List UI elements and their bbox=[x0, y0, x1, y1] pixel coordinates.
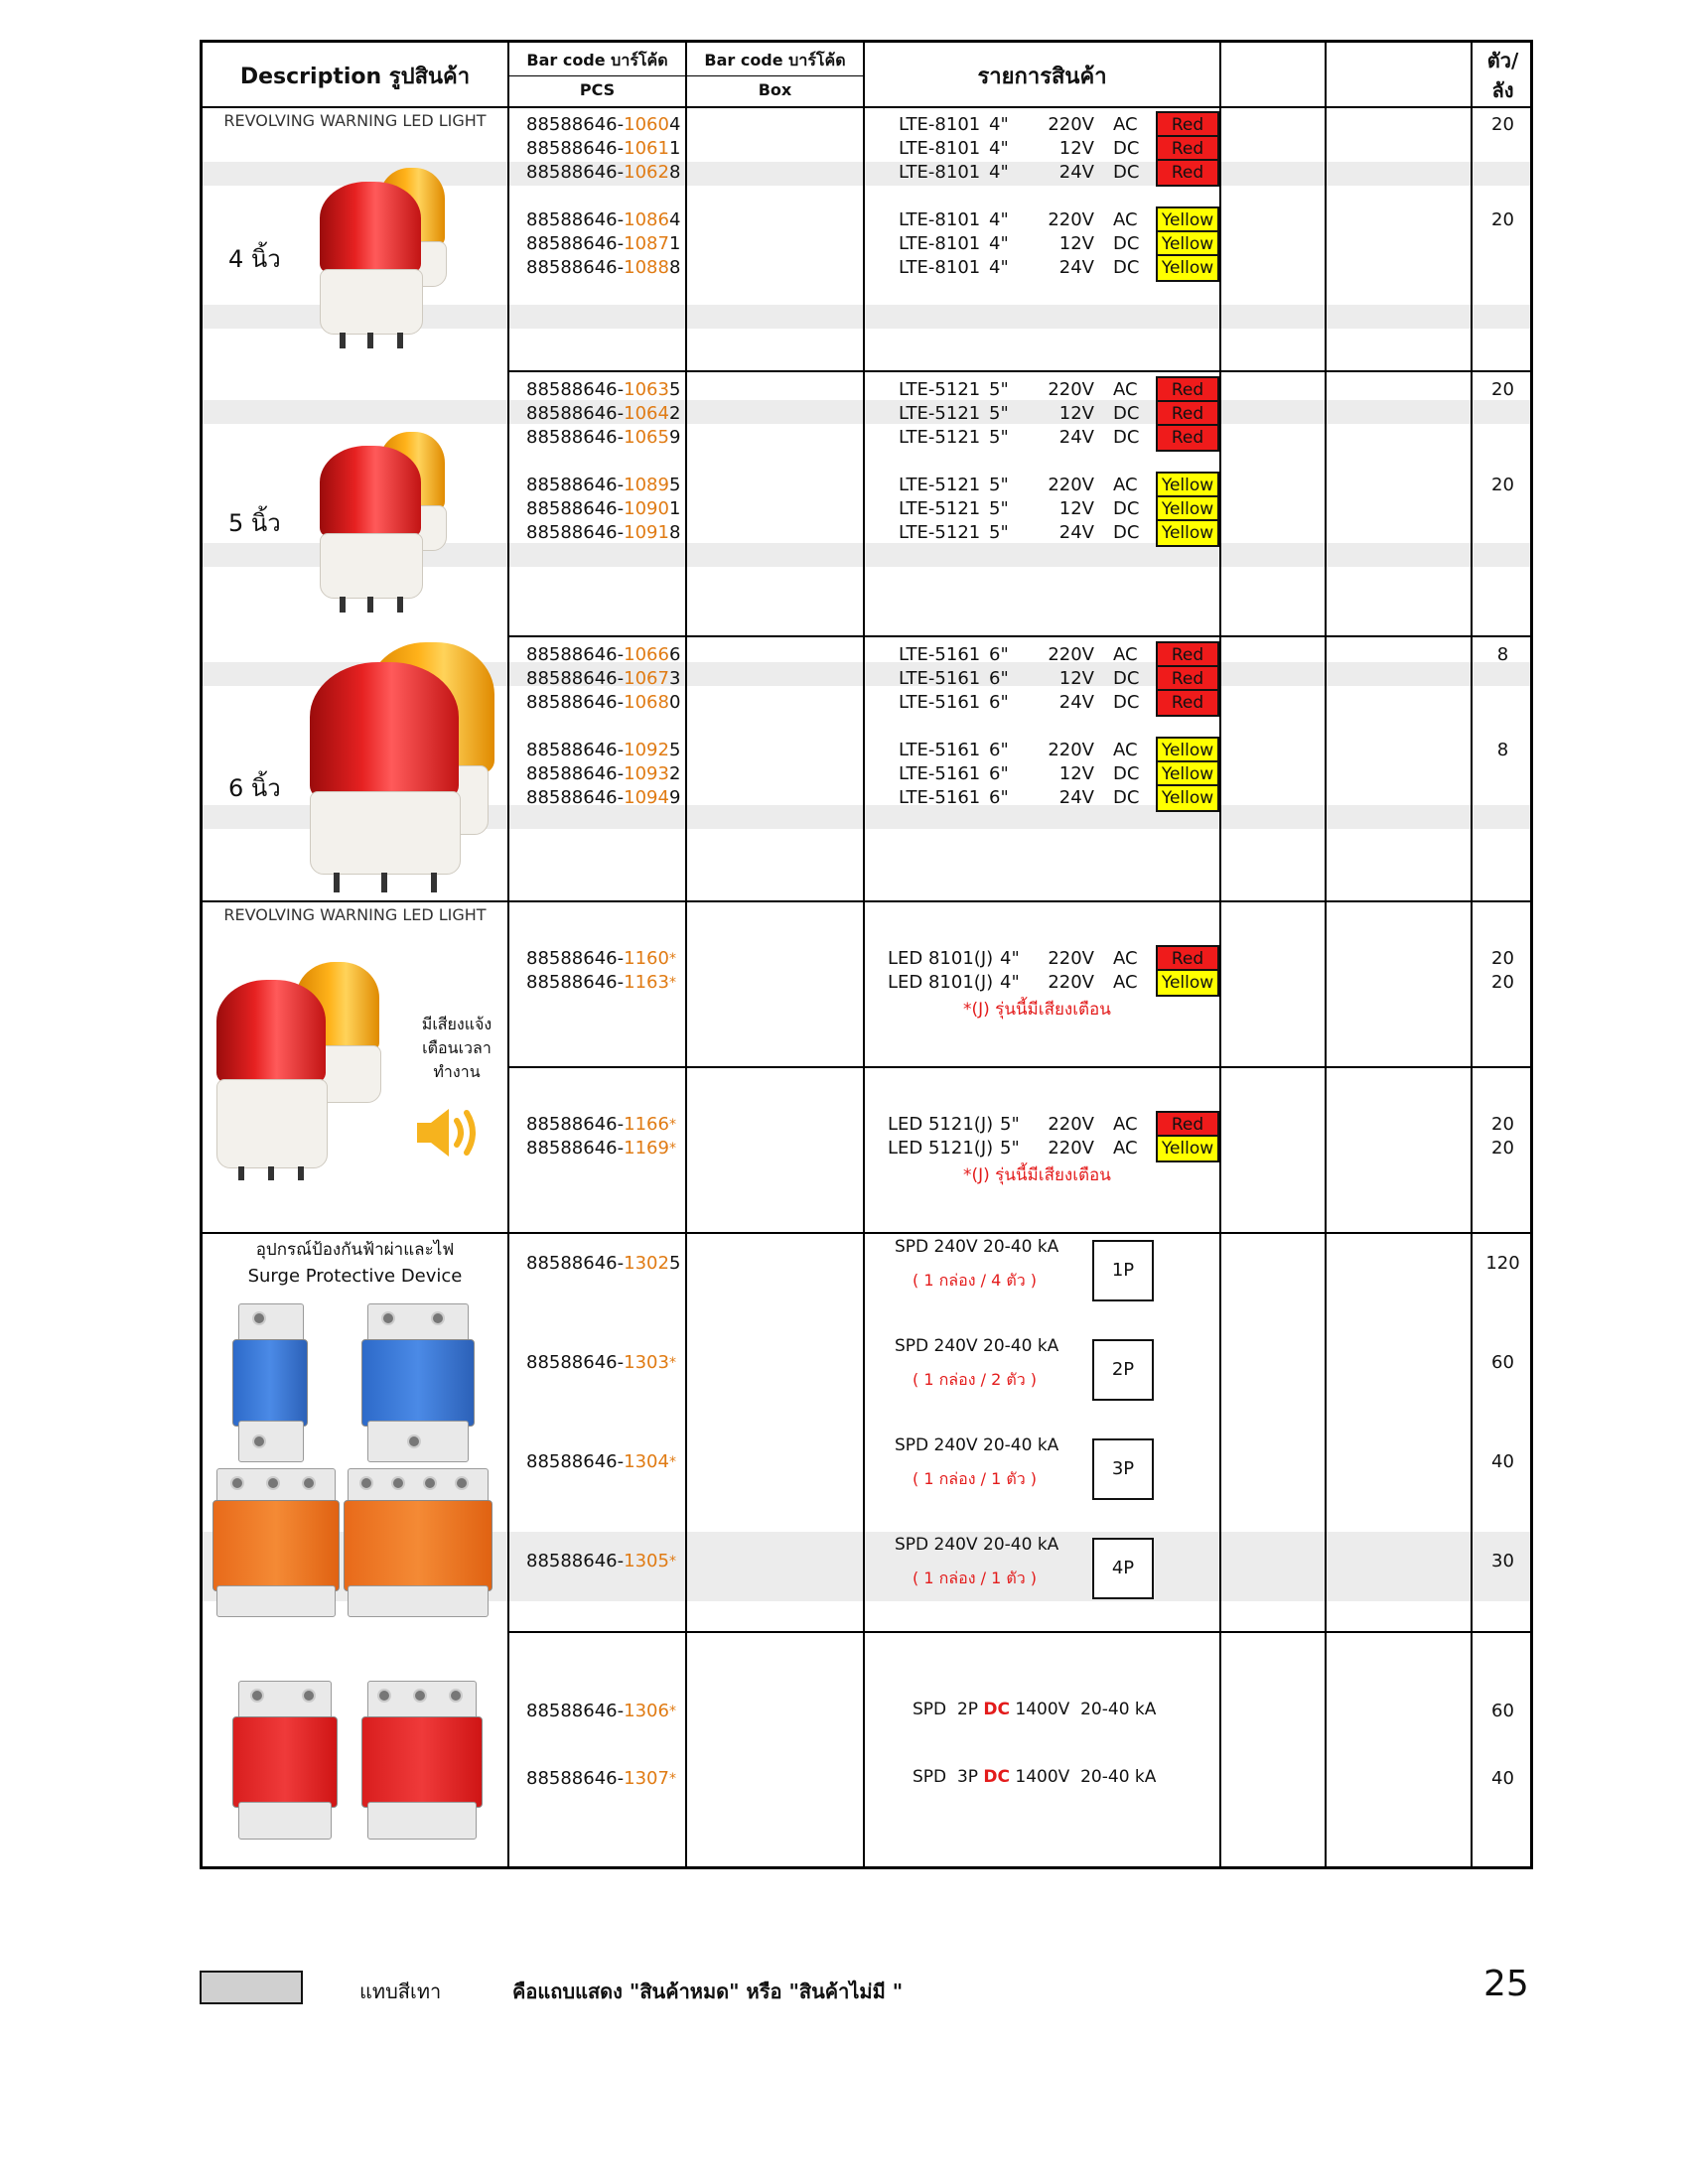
barcode-pcs: 88588646-10659 bbox=[526, 427, 681, 448]
model: LTE-5121 bbox=[899, 522, 981, 543]
size: 5" bbox=[989, 379, 1009, 400]
barcode-pcs: 88588646-1169* bbox=[526, 1138, 676, 1159]
size-label: 5 นิ้ว bbox=[228, 509, 281, 537]
barcode-pcs: 88588646-10871 bbox=[526, 233, 681, 254]
size: 6" bbox=[989, 787, 1009, 808]
row-shade bbox=[203, 400, 1530, 424]
col-divider bbox=[685, 43, 687, 1866]
current-type: DC bbox=[1113, 257, 1140, 278]
current-type: AC bbox=[1113, 475, 1138, 495]
size: 5" bbox=[989, 498, 1009, 519]
sound-note: เตือนเวลา bbox=[422, 1038, 492, 1057]
barcode-pcs: 88588646-1303* bbox=[526, 1352, 676, 1373]
current-type: DC bbox=[1113, 787, 1140, 808]
color-chip: Yellow bbox=[1156, 784, 1219, 812]
header-qty-2: ลัง bbox=[1491, 78, 1514, 102]
voltage: 220V bbox=[1048, 114, 1094, 135]
size: 4" bbox=[989, 233, 1009, 254]
section-label: REVOLVING WARNING LED LIGHT bbox=[223, 111, 487, 130]
size: 4" bbox=[989, 138, 1009, 159]
voltage: 220V bbox=[1048, 1114, 1094, 1135]
spd-dc-desc: SPD 2P DC 1400V 20-40 kA bbox=[913, 1700, 1157, 1719]
qty: 20 bbox=[1491, 114, 1514, 135]
color-chip: Red bbox=[1156, 689, 1219, 717]
section-divider bbox=[203, 1232, 1530, 1234]
current-type: DC bbox=[1113, 162, 1140, 183]
model: LTE-8101 bbox=[899, 114, 981, 135]
voltage: 12V bbox=[1058, 138, 1094, 159]
color-chip: Yellow bbox=[1156, 969, 1219, 997]
qty: 20 bbox=[1491, 948, 1514, 969]
spd-desc: SPD 240V 20-40 kA bbox=[895, 1435, 1059, 1455]
voltage: 220V bbox=[1048, 644, 1094, 665]
model: LTE-5161 bbox=[899, 763, 981, 784]
size: 6" bbox=[989, 668, 1009, 689]
barcode-pcs: 88588646-13025 bbox=[526, 1253, 681, 1274]
voltage: 220V bbox=[1048, 948, 1094, 969]
current-type: DC bbox=[1113, 427, 1140, 448]
size: 6" bbox=[989, 763, 1009, 784]
size: 5" bbox=[989, 475, 1009, 495]
spd-desc: SPD 240V 20-40 kA bbox=[895, 1237, 1059, 1257]
color-chip: Yellow bbox=[1156, 230, 1219, 258]
barcode-pcs: 88588646-10673 bbox=[526, 668, 681, 689]
barcode-pcs: 88588646-1306* bbox=[526, 1701, 676, 1721]
model: LTE-5161 bbox=[899, 668, 981, 689]
header-pcs: PCS bbox=[579, 80, 616, 99]
barcode-pcs: 88588646-1304* bbox=[526, 1451, 676, 1472]
sound-note: มีเสียงแจ้ง bbox=[421, 1015, 492, 1033]
qty: 8 bbox=[1496, 740, 1509, 760]
current-type: DC bbox=[1113, 498, 1140, 519]
barcode-pcs: 88588646-10604 bbox=[526, 114, 681, 135]
barcode-pcs: 88588646-10932 bbox=[526, 763, 681, 784]
color-chip: Yellow bbox=[1156, 1135, 1219, 1162]
current-type: DC bbox=[1113, 403, 1140, 424]
color-chip: Yellow bbox=[1156, 495, 1219, 523]
header-description: Description รูปสินค้า bbox=[239, 65, 471, 89]
qty: 60 bbox=[1491, 1352, 1514, 1373]
voltage: 24V bbox=[1058, 522, 1094, 543]
size: 5" bbox=[1000, 1114, 1020, 1135]
qty: 40 bbox=[1491, 1451, 1514, 1472]
voltage: 220V bbox=[1048, 740, 1094, 760]
spd-dc-desc: SPD 3P DC 1400V 20-40 kA bbox=[913, 1767, 1157, 1787]
current-type: AC bbox=[1113, 114, 1138, 135]
header-bottom-line bbox=[203, 106, 1530, 108]
size: 5" bbox=[989, 403, 1009, 424]
barcode-pcs: 88588646-10901 bbox=[526, 498, 681, 519]
qty: 30 bbox=[1491, 1551, 1514, 1571]
voltage: 220V bbox=[1048, 379, 1094, 400]
current-type: DC bbox=[1113, 692, 1140, 713]
spd-pack: ( 1 กล่อง / 1 ตัว ) bbox=[913, 1569, 1038, 1587]
qty: 20 bbox=[1491, 1138, 1514, 1159]
barcode-pcs: 88588646-10895 bbox=[526, 475, 681, 495]
section-divider bbox=[507, 635, 1530, 637]
spd-desc: SPD 240V 20-40 kA bbox=[895, 1336, 1059, 1356]
size: 6" bbox=[989, 644, 1009, 665]
barcode-pcs: 88588646-1166* bbox=[526, 1114, 676, 1135]
barcode-pcs: 88588646-10949 bbox=[526, 787, 681, 808]
size: 4" bbox=[1000, 972, 1020, 993]
current-type: DC bbox=[1113, 233, 1140, 254]
model: LTE-8101 bbox=[899, 233, 981, 254]
size: 6" bbox=[989, 740, 1009, 760]
color-chip: Red bbox=[1156, 376, 1219, 404]
model: LED 5121(J) bbox=[888, 1114, 994, 1135]
spd-pack: ( 1 กล่อง / 1 ตัว ) bbox=[913, 1469, 1038, 1488]
current-type: DC bbox=[1113, 522, 1140, 543]
current-type: AC bbox=[1113, 379, 1138, 400]
model: LTE-8101 bbox=[899, 162, 981, 183]
barcode-pcs: 88588646-10680 bbox=[526, 692, 681, 713]
model: LTE-5161 bbox=[899, 692, 981, 713]
header-divider bbox=[507, 75, 863, 76]
current-type: AC bbox=[1113, 1114, 1138, 1135]
col-divider bbox=[1325, 43, 1327, 1866]
voltage: 24V bbox=[1058, 162, 1094, 183]
pole-box: 1P bbox=[1092, 1240, 1154, 1301]
current-type: DC bbox=[1113, 668, 1140, 689]
col-divider bbox=[507, 43, 509, 1866]
header-barcode-pcs: Bar code บาร์โค้ด bbox=[526, 51, 668, 69]
qty: 20 bbox=[1491, 475, 1514, 495]
size-label: 4 นิ้ว bbox=[228, 245, 281, 273]
color-chip: Red bbox=[1156, 1111, 1219, 1139]
sound-warning-note: *(J) รุ่นนี้มีเสียงเตือน bbox=[963, 1165, 1111, 1185]
header-items: รายการสินค้า bbox=[977, 65, 1107, 89]
legend-label: แทบสีเทา bbox=[359, 1979, 442, 2003]
product-table bbox=[200, 40, 1533, 1869]
model: LTE-8101 bbox=[899, 257, 981, 278]
size: 5" bbox=[989, 522, 1009, 543]
current-type: AC bbox=[1113, 972, 1138, 993]
color-chip: Yellow bbox=[1156, 472, 1219, 499]
current-type: AC bbox=[1113, 209, 1138, 230]
header-box: Box bbox=[758, 80, 792, 99]
color-chip: Red bbox=[1156, 111, 1219, 139]
color-chip: Red bbox=[1156, 945, 1219, 973]
color-chip: Yellow bbox=[1156, 206, 1219, 234]
legend-text: คือแถบแสดง "สินค้าหมด" หรือ "สินค้าไม่มี " bbox=[512, 1979, 904, 2003]
size: 4" bbox=[989, 257, 1009, 278]
spd-desc: SPD 240V 20-40 kA bbox=[895, 1535, 1059, 1555]
voltage: 220V bbox=[1048, 475, 1094, 495]
color-chip: Red bbox=[1156, 424, 1219, 452]
voltage: 24V bbox=[1058, 257, 1094, 278]
barcode-pcs: 88588646-1305* bbox=[526, 1551, 676, 1571]
qty: 20 bbox=[1491, 972, 1514, 993]
barcode-pcs: 88588646-10628 bbox=[526, 162, 681, 183]
sound-note: ทำงาน bbox=[433, 1062, 481, 1081]
barcode-pcs: 88588646-10611 bbox=[526, 138, 681, 159]
spd-pack: ( 1 กล่อง / 2 ตัว ) bbox=[913, 1370, 1038, 1389]
pole-box: 2P bbox=[1092, 1339, 1154, 1401]
barcode-pcs: 88588646-1307* bbox=[526, 1768, 676, 1789]
size: 4" bbox=[989, 114, 1009, 135]
pole-box: 3P bbox=[1092, 1438, 1154, 1500]
size: 4" bbox=[989, 162, 1009, 183]
section-divider bbox=[507, 1066, 1530, 1068]
qty: 8 bbox=[1496, 644, 1509, 665]
color-chip: Yellow bbox=[1156, 737, 1219, 764]
size: 4" bbox=[1000, 948, 1020, 969]
model: LTE-5121 bbox=[899, 427, 981, 448]
barcode-pcs: 88588646-10918 bbox=[526, 522, 681, 543]
model: LTE-8101 bbox=[899, 138, 981, 159]
spd-title-en: Surge Protective Device bbox=[247, 1266, 463, 1287]
qty: 120 bbox=[1485, 1253, 1520, 1274]
voltage: 12V bbox=[1058, 498, 1094, 519]
size: 6" bbox=[989, 692, 1009, 713]
barcode-pcs: 88588646-1163* bbox=[526, 972, 676, 993]
barcode-pcs: 88588646-1160* bbox=[526, 948, 676, 969]
color-chip: Red bbox=[1156, 135, 1219, 163]
qty: 20 bbox=[1491, 379, 1514, 400]
current-type: DC bbox=[1113, 763, 1140, 784]
color-chip: Red bbox=[1156, 641, 1219, 669]
col-divider bbox=[863, 43, 865, 1866]
current-type: AC bbox=[1113, 1138, 1138, 1159]
header-qty-1: ตัว/ bbox=[1486, 49, 1519, 72]
voltage: 12V bbox=[1058, 763, 1094, 784]
legend-gray-swatch bbox=[200, 1971, 303, 2004]
current-type: AC bbox=[1113, 644, 1138, 665]
barcode-pcs: 88588646-10642 bbox=[526, 403, 681, 424]
model: LTE-8101 bbox=[899, 209, 981, 230]
model: LTE-5161 bbox=[899, 740, 981, 760]
voltage: 12V bbox=[1058, 403, 1094, 424]
spd-pack: ( 1 กล่อง / 4 ตัว ) bbox=[913, 1271, 1038, 1290]
pole-box: 4P bbox=[1092, 1538, 1154, 1599]
current-type: AC bbox=[1113, 740, 1138, 760]
size-label: 6 นิ้ว bbox=[228, 774, 281, 802]
qty: 40 bbox=[1491, 1768, 1514, 1789]
voltage: 12V bbox=[1058, 233, 1094, 254]
voltage: 220V bbox=[1048, 209, 1094, 230]
barcode-pcs: 88588646-10666 bbox=[526, 644, 681, 665]
section-label: REVOLVING WARNING LED LIGHT bbox=[223, 905, 487, 924]
barcode-pcs: 88588646-10864 bbox=[526, 209, 681, 230]
color-chip: Red bbox=[1156, 159, 1219, 187]
page-number: 25 bbox=[1483, 1964, 1529, 2004]
model: LTE-5121 bbox=[899, 475, 981, 495]
header-barcode-box: Bar code บาร์โค้ด bbox=[704, 51, 846, 69]
color-chip: Yellow bbox=[1156, 760, 1219, 788]
model: LTE-5161 bbox=[899, 644, 981, 665]
spd-title-th: อุปกรณ์ป้องกันฟ้าผ่าและไฟ bbox=[255, 1240, 455, 1260]
voltage: 24V bbox=[1058, 427, 1094, 448]
model: LED 8101(J) bbox=[888, 948, 994, 969]
color-chip: Yellow bbox=[1156, 519, 1219, 547]
col-divider bbox=[1219, 43, 1221, 1866]
qty: 60 bbox=[1491, 1701, 1514, 1721]
speaker-icon bbox=[415, 1103, 485, 1162]
current-type: AC bbox=[1113, 948, 1138, 969]
model: LTE-5121 bbox=[899, 498, 981, 519]
size: 5" bbox=[989, 427, 1009, 448]
barcode-pcs: 88588646-10635 bbox=[526, 379, 681, 400]
size: 5" bbox=[1000, 1138, 1020, 1159]
color-chip: Red bbox=[1156, 665, 1219, 693]
sound-warning-note: *(J) รุ่นนี้มีเสียงเตือน bbox=[963, 1000, 1111, 1020]
barcode-pcs: 88588646-10925 bbox=[526, 740, 681, 760]
model: LTE-5161 bbox=[899, 787, 981, 808]
model: LED 8101(J) bbox=[888, 972, 994, 993]
section-divider bbox=[507, 370, 1530, 372]
model: LED 5121(J) bbox=[888, 1138, 994, 1159]
section-divider bbox=[507, 1631, 1530, 1633]
voltage: 220V bbox=[1048, 972, 1094, 993]
size: 4" bbox=[989, 209, 1009, 230]
color-chip: Yellow bbox=[1156, 254, 1219, 282]
model: LTE-5121 bbox=[899, 379, 981, 400]
color-chip: Red bbox=[1156, 400, 1219, 428]
voltage: 24V bbox=[1058, 787, 1094, 808]
qty: 20 bbox=[1491, 209, 1514, 230]
model: LTE-5121 bbox=[899, 403, 981, 424]
current-type: DC bbox=[1113, 138, 1140, 159]
voltage: 24V bbox=[1058, 692, 1094, 713]
barcode-pcs: 88588646-10888 bbox=[526, 257, 681, 278]
qty: 20 bbox=[1491, 1114, 1514, 1135]
section-divider bbox=[203, 900, 1530, 902]
voltage: 12V bbox=[1058, 668, 1094, 689]
voltage: 220V bbox=[1048, 1138, 1094, 1159]
